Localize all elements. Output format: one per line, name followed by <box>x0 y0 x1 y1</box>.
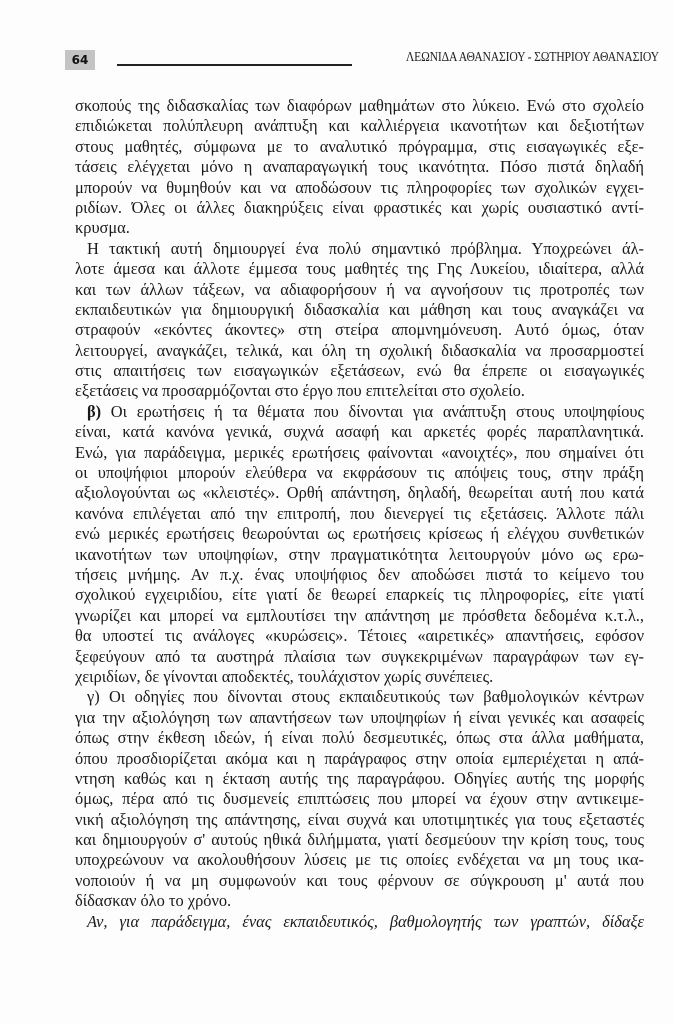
text-line: όπως στην έκθεση ιδεών, ή είναι πολύ δεσμευτικές, όπως στα άλλα μαθήματα, <box>75 728 644 748</box>
text-line: κανόνα επιλέγεται από την επιτροπή, που διενεργεί τις εξετάσεις. Άλλοτε πάλι <box>75 503 644 523</box>
text-line: όμως, πέρα από τις δυσμενείς επιπτώσεις που μπορεί να έχουν στην αντικειμε- <box>75 789 644 809</box>
paragraph-2 <box>75 239 644 402</box>
page-number: 64 <box>71 53 89 67</box>
text-line: σχολικού εγχειριδίου, είτε γιατί δε θεωρεί επαρκείς τις πληροφορίες, είτε γιατί <box>75 585 644 605</box>
text-line-content: Οι οδηγίες που δίνονται στους εκπαιδευτικούς των βαθμολογικών κέντρων <box>99 687 644 707</box>
text-line-content: Οι ερωτήσεις ή τα θέματα που δίνονται για ανάπτυξη στους υποψηφίους <box>101 401 644 421</box>
paragraph-example <box>75 912 644 932</box>
text-line: και δημιουργούν σ' αυτούς ηθικά διλήμματα, γιατί δεσμεύουν την κρίση τους, τους <box>75 830 644 850</box>
running-head: ΛΕΩΝΙΔΑ ΑΘΑΝΑΣΙΟΥ - ΣΩΤΗΡΙΟΥ ΑΘΑΝΑΣΙΟΥ <box>405 49 659 64</box>
text-line: αξιολογούνται ως «κλειστές». Ορθή απάντηση, δηλαδή, θεωρείται αυτή που κατά <box>75 483 644 503</box>
text-line: κρυσμα. <box>75 218 130 238</box>
paragraph-gamma <box>75 687 644 911</box>
list-marker-gamma: γ) <box>87 687 100 707</box>
text-line: οι υποψήφιοι μπορούν ελεύθερα να εκφράσουν τις απόψεις τους, στην πράξη <box>75 463 644 483</box>
text-line: θα υποστεί τις ανάλογες «κυρώσεις». Τέτοιες «αιρετικές» απαντήσεις, εφόσον <box>75 626 644 646</box>
text-line: στραφούν «εκόντες άκοντες» στη στείρα απομνημόνευση. Αυτό όμως, όταν <box>75 320 644 340</box>
text-line: ντηση καθώς και η έκταση αυτής της παραγράφου. Οδηγίες αυτής της μορφής <box>75 768 644 788</box>
text-line <box>75 402 644 422</box>
text-line: νική αξιολόγηση της απάντησης, είναι συχνά και υποτιμητικές για τους εξεταστές <box>75 809 644 829</box>
text-line: ξεφεύγουν από τα αυστηρά πλαίσια των συγκεκριμένων παραγράφων των εγ- <box>75 646 644 666</box>
text-line: ριδίων. Όλες οι άλλες διακηρύξεις είναι φραστικές και χωρίς ουσιαστικό αντί- <box>75 197 644 217</box>
text-line: λειτουργεί, αναγκάζει, τελικά, και όλη τη σχολική διδασκαλία να προσαρμοστεί <box>75 340 644 360</box>
header-rule <box>117 64 352 66</box>
paragraph-beta <box>75 402 644 687</box>
text-line: στις απαιτήσεις των εισαγωγικών εξετάσεων, ενώ θα έπρεπε οι εισαγωγικές <box>75 361 644 381</box>
text-line: ικανοτήτων των υποψηφίων, στην πραγματικότητα λειτουργούν μόνο ως ερω- <box>75 544 644 564</box>
paragraph-1 <box>75 96 644 239</box>
text-line: νοποιούν ή να μη συμφωνούν και τους φέρνουν σε σύγκρουση μ' αυτά που <box>75 870 644 890</box>
text-line: Αν, για παράδειγμα, ένας εκπαιδευτικός, βαθμολογητής των γραπτών, δίδαξε <box>87 911 644 931</box>
text-line: και των άλλων τάξεων, να αδιαφορήσουν ή να αγνοήσουν τις προτροπές των <box>75 279 644 299</box>
text-line <box>75 687 644 707</box>
text-line: για την αξιολόγηση των απαντήσεων των υποψηφίων ή είναι γενικές και ασαφείς <box>75 707 644 727</box>
page-number-box <box>65 50 95 70</box>
text-line: Ενώ, για παράδειγμα, μερικές ερωτήσεις φαίνονται «ανοιχτές», που σημαίνει ότι <box>75 442 644 462</box>
text-line: δίδασκαν όλο το χρόνο. <box>75 891 232 911</box>
text-line: τήσεις μνήμης. Αν π.χ. ένας υποψήφιος δεν αποδώσει πιστά το κείμενο του <box>75 564 644 584</box>
text-line: λοτε άμεσα και άλλοτε έμμεσα τους μαθητές της Γης Λυκείου, ιδιαίτερα, αλλά <box>75 259 644 279</box>
text-line: τάσεις ελέγχεται μόνο η αναπαραγωγική τους ικανότητα. Πόσο πιστά δηλαδή <box>75 157 644 177</box>
text-line: μπορούν να θυμηθούν και να αποδώσουν τις πληροφορίες των σχολικών εγχει- <box>75 177 644 197</box>
list-marker-beta: β) <box>87 401 102 421</box>
text-line: στους μαθητές, σύμφωνα με το αναλυτικό πρόγραμμα, στις εισαγωγικές εξε- <box>75 136 644 156</box>
body-text <box>75 96 644 932</box>
text-line: ενώ μερικές ερωτήσεις θεωρούνται ως ερωτήσεις κρίσεως ή ελέγχου συνθετικών <box>75 524 644 544</box>
text-line: όπου προσδιορίζεται ακόμα και η παράγραφος στην οποία εμπεριέχεται η απά- <box>75 748 644 768</box>
text-line: εξετάσεις να προσαρμόζονται στο έργο που επιτελείται στο σχολείο. <box>75 381 525 401</box>
text-line: γνωρίζει και μπορεί να εμπλουτίσει την απάντηση με πρόσθετα δεδομένα κ.τ.λ., <box>75 605 644 625</box>
text-line: επιδιώκεται πολύπλευρη ανάπτυξη και καλλιέργεια ικανοτήτων και δεξιοτήτων <box>75 116 644 136</box>
text-line: Η τακτική αυτή δημιουργεί ένα πολύ σημαντικό πρόβλημα. Υποχρεώνει άλ- <box>87 238 644 258</box>
text-line: εκπαιδευτικών για δημιουργική διδασκαλία και μάθηση και τους αναγκάζει να <box>75 299 644 319</box>
text-line: χειριδίων, δε γίνονται αποδεκτές, τουλάχιστον χωρίς συνέπειες. <box>75 666 494 686</box>
text-line: σκοπούς της διδασκαλίας των διαφόρων μαθημάτων στο λύκειο. Ενώ στο σχολείο <box>75 96 644 115</box>
text-line: υποχρεώνουν να ακολουθήσουν λύσεις με τις οποίες ενδέχεται να μη τους ικα- <box>75 850 644 870</box>
text-line: είναι, κατά κανόνα γενικά, συχνά ασαφή και αρκετές φορές παραπλανητικά. <box>75 422 644 442</box>
